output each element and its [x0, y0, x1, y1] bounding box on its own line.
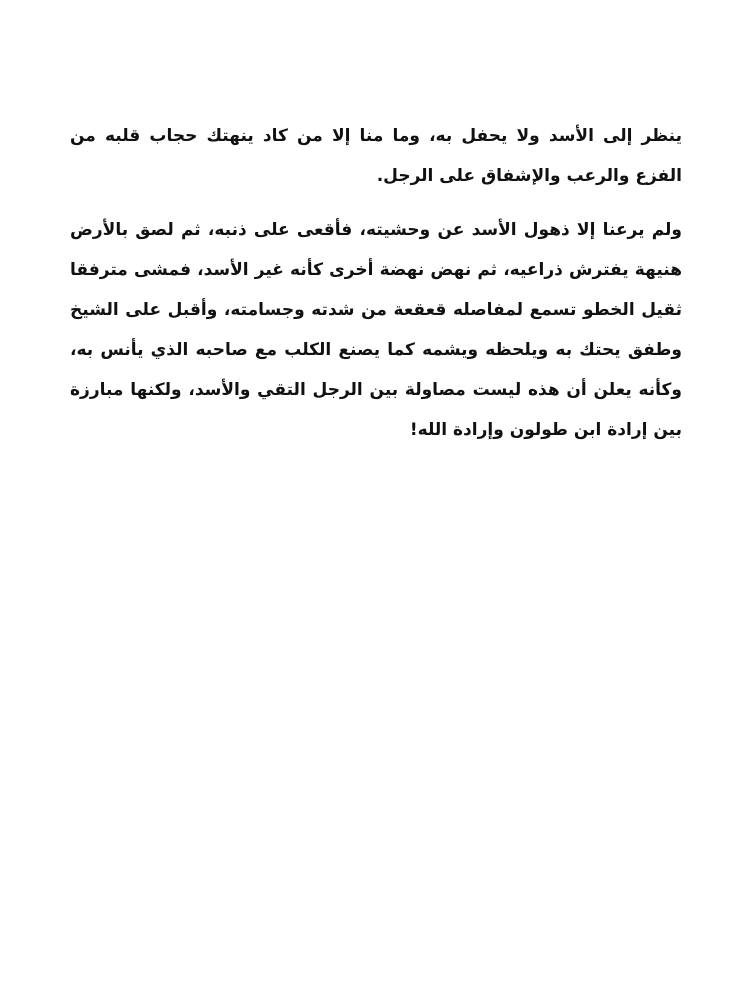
paragraph-2: ولم يرعنا إلا ذهول الأسد عن وحشيته، فأقعى على ذنبه، ثم لصق بالأرض هنيهة يفترش ذراعيه، ثم نهض نهضة أخرى كأنه غير الأسد، فمشى مترفقا ثقيل الخطو تسمع لمفاصله قعقعة من شدته وجسامته، وأقبل على الشيخ وطفق يحتك به ويلحظه ويشمه كما يصنع الكلب مع صاحبه الذي يأنس به، وكأنه يعلن أن هذه ليست مصاولة بين الرجل التقي والأسد، ولكنها مبارزة بين إرادة ابن طولون وإرادة الله! [70, 220, 682, 440]
body-text [70, 116, 682, 450]
paragraph-1: ينظر إلى الأسد ولا يحفل به، وما منا إلا من كاد ينهتك حجاب قلبه من الفزع والرعب والإشفاق على الرجل. [70, 126, 682, 186]
